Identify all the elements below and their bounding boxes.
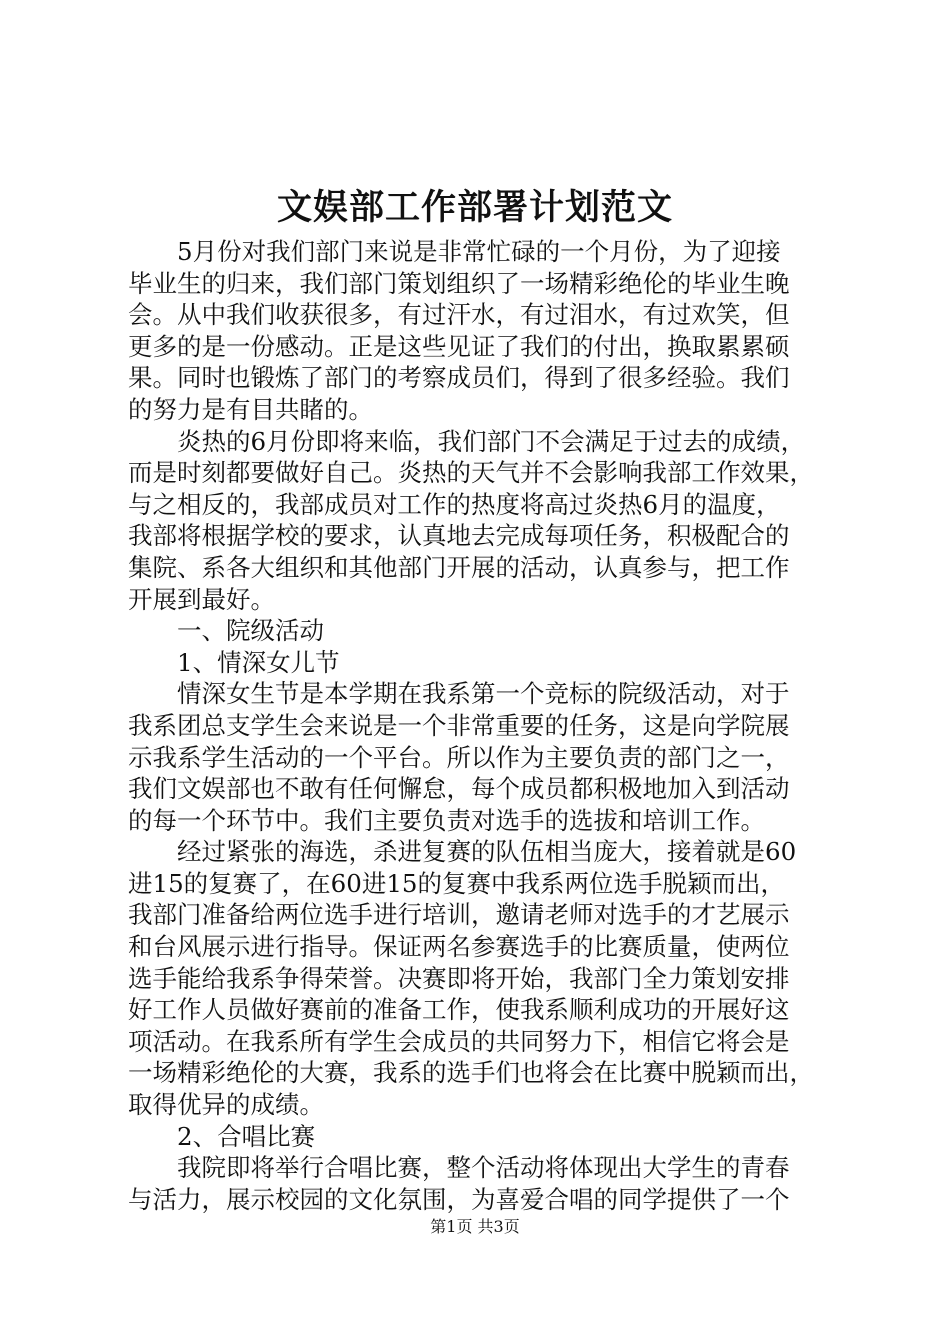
text-line: 选手能给我系争得荣誉。决赛即将开始，我部门全力策划安排	[128, 963, 790, 993]
paragraph	[128, 1152, 838, 1215]
text-line: 好工作人员做好赛前的准备工作，使我系顺利成功的开展好这	[128, 995, 790, 1025]
text-line: 2、合唱比赛	[177, 1121, 316, 1151]
paragraph	[128, 426, 838, 616]
text-line: 我系团总支学生会来说是一个非常重要的任务，这是向学院展	[128, 710, 790, 740]
text-line: 果。同时也锻炼了部门的考察成员们，得到了很多经验。我们	[128, 363, 790, 393]
text-line: 与活力，展示校园的文化氛围，为喜爱合唱的同学提供了一个	[128, 1184, 790, 1214]
text-line: 我院即将举行合唱比赛，整个活动将体现出大学生的青春	[177, 1153, 790, 1183]
text-line: 5月份对我们部门来说是非常忙碌的一个月份，为了迎接	[177, 237, 781, 266]
text-line: 开展到最好。	[128, 584, 275, 614]
text-line: 炎热的6月份即将来临，我们部门不会满足于过去的成绩，	[177, 426, 806, 456]
text-line: 情深女生节是本学期在我系第一个竞标的院级活动，对于	[177, 679, 790, 709]
text-line: 项活动。在我系所有学生会成员的共同努力下，相信它将会是	[128, 1026, 790, 1056]
text-line: 1、情深女儿节	[177, 647, 340, 677]
paragraph	[128, 836, 838, 1120]
paragraph	[128, 236, 838, 426]
text-line: 取得优异的成绩。	[128, 1090, 324, 1120]
text-line: 的努力是有目共睹的。	[128, 394, 373, 424]
section-heading	[128, 615, 838, 647]
text-line: 一场精彩绝伦的大赛，我系的选手们也将会在比赛中脱颖而出，	[128, 1058, 814, 1088]
text-line: 与之相反的，我部成员对工作的热度将高过炎热6月的温度，	[128, 489, 781, 519]
text-line: 我部将根据学校的要求，认真地去完成每项任务，积极配合的	[128, 521, 790, 551]
text-line: 示我系学生活动的一个平台。所以作为主要负责的部门之一，	[128, 742, 790, 772]
text-line: 我部门准备给两位选手进行培训，邀请老师对选手的才艺展示	[128, 900, 790, 930]
text-line: 经过紧张的海选，杀进复赛的队伍相当庞大，接着就是60	[177, 837, 797, 867]
text-line: 和台风展示进行指导。保证两名参赛选手的比赛质量，使两位	[128, 932, 790, 962]
text-line: 会。从中我们收获很多，有过汗水，有过泪水，有过欢笑，但	[128, 300, 790, 330]
document-title: 文娱部工作部署计划范文	[276, 187, 673, 228]
text-line: 集院、系各大组织和其他部门开展的活动，认真参与，把工作	[128, 552, 790, 582]
paragraph	[128, 678, 838, 836]
text-line: 而是时刻都要做好自己。炎热的天气并不会影响我部工作效果，	[128, 458, 814, 488]
text-line: 更多的是一份感动。正是这些见证了我们的付出，换取累累硕	[128, 331, 790, 361]
text-line: 进15的复赛了，在60进15的复赛中我系两位选手脱颖而出，	[128, 868, 786, 898]
subsection-heading	[128, 1121, 838, 1153]
text-line: 毕业生的归来，我们部门策划组织了一场精彩绝伦的毕业生晚	[128, 268, 790, 298]
subsection-heading	[128, 647, 838, 679]
text-line: 的每一个环节中。我们主要负责对选手的选拔和培训工作。	[128, 805, 765, 835]
text-line: 一、院级活动	[177, 616, 324, 646]
page-footer: 第1页 共3页	[430, 1217, 520, 1236]
text-line: 我们文娱部也不敢有任何懈怠，每个成员都积极地加入到活动	[128, 774, 790, 804]
document-body	[128, 236, 838, 1215]
